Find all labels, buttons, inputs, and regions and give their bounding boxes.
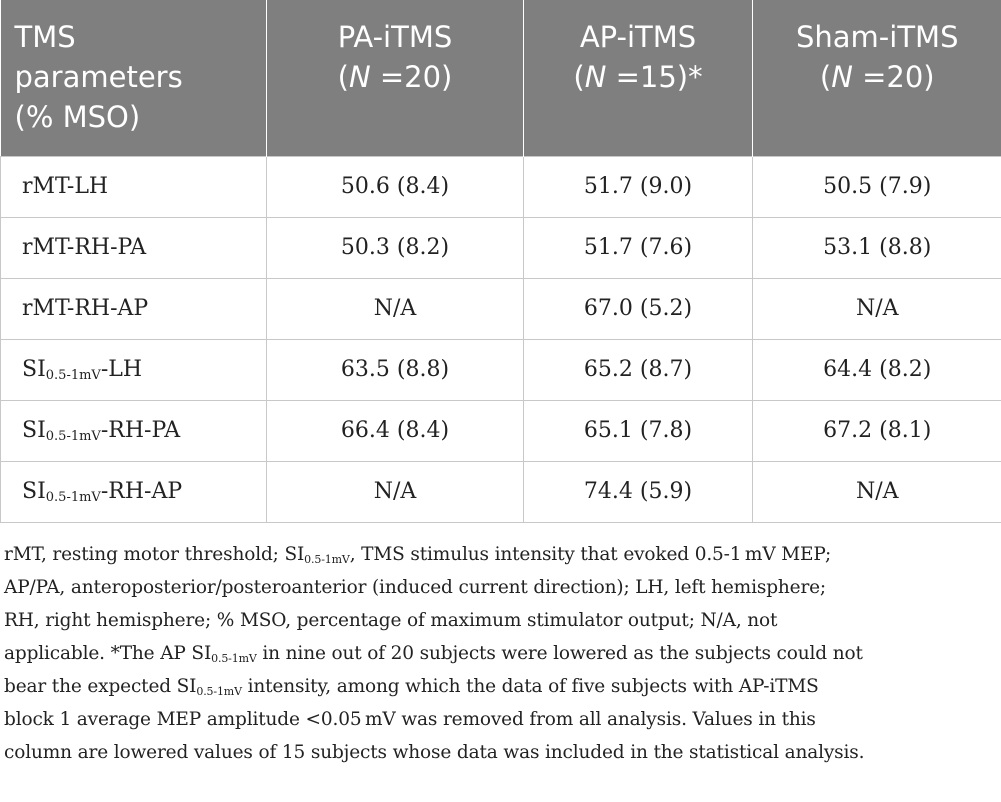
header-n-count: (N =15)* [573, 60, 703, 94]
n-symbol: N [831, 60, 853, 94]
cell-ap-itms: 65.1 (7.8) [524, 400, 753, 461]
n-symbol: N [348, 60, 371, 94]
footnote-text: bear the expected SI [4, 676, 197, 697]
row-label [1, 400, 267, 461]
table-row [1, 461, 1001, 522]
table-row [1, 156, 1001, 217]
footnote-line: RH, right hemisphere; % MSO, percentage of maximum stimulator output; N/A, not [4, 610, 778, 631]
row-label [1, 156, 267, 217]
cell-sham-itms: 50.5 (7.9) [753, 156, 1001, 217]
n-value: =20) [370, 60, 453, 94]
label-subscript: 0.5-1mV [45, 368, 101, 383]
table-row [1, 278, 1001, 339]
label-main: SI [22, 479, 46, 504]
footnote-text: intensity, among which the data of five subjects with AP-iTMS [241, 676, 819, 697]
footnote-text: applicable. *The AP SI [4, 643, 212, 664]
cell-pa-itms: 50.3 (8.2) [267, 217, 524, 278]
cell-pa-itms: N/A [267, 461, 524, 522]
header-ap-itms [524, 0, 753, 156]
label-suffix: -RH-AP [100, 479, 183, 504]
header-line: TMS [14, 20, 76, 54]
row-label [1, 339, 267, 400]
header-line: AP-iTMS [579, 20, 697, 54]
cell-pa-itms: N/A [267, 278, 524, 339]
header-line: PA-iTMS [337, 20, 453, 54]
footnote-text: in nine out of 20 subjects were lowered as the subjects could not [256, 643, 863, 664]
label-main: SI [22, 357, 46, 382]
cell-ap-itms: 74.4 (5.9) [524, 461, 753, 522]
cell-sham-itms: 67.2 (8.1) [753, 400, 1001, 461]
label-main: rMT-RH-AP [22, 296, 149, 321]
row-label [1, 278, 267, 339]
cell-ap-itms: 65.2 (8.7) [524, 339, 753, 400]
cell-ap-itms: 51.7 (7.6) [524, 217, 753, 278]
label-main: rMT-LH [22, 174, 109, 199]
table-header [1, 0, 1001, 156]
label-suffix: -LH [100, 357, 143, 382]
n-value: =20) [852, 60, 935, 94]
footnote-line: AP/PA, anteroposterior/posteroanterior (induced current direction); LH, left hemisphere; [4, 577, 827, 598]
cell-sham-itms: 53.1 (8.8) [753, 217, 1001, 278]
table-body [1, 156, 1001, 522]
header-pa-itms [267, 0, 524, 156]
cell-sham-itms: N/A [753, 461, 1001, 522]
label-main: rMT-RH-PA [22, 235, 147, 260]
label-main: SI [22, 418, 46, 443]
footnote-text: , TMS stimulus intensity that evoked 0.5-1 mV MEP; [349, 544, 832, 565]
header-sham-itms [753, 0, 1001, 156]
footnote-text: rMT, resting motor threshold; SI [4, 544, 305, 565]
row-label [1, 461, 267, 522]
footnote-subscript: 0.5-1mV [196, 685, 242, 698]
n-value: =15)* [606, 60, 703, 94]
label-subscript: 0.5-1mV [45, 429, 101, 444]
cell-ap-itms: 51.7 (9.0) [524, 156, 753, 217]
header-n-count: (N =20) [819, 60, 935, 94]
footnote-line: column are lowered values of 15 subjects whose data was included in the statistical analysis. [4, 742, 865, 763]
table-row [1, 400, 1001, 461]
cell-pa-itms: 66.4 (8.4) [267, 400, 524, 461]
header-line: parameters [14, 60, 183, 94]
cell-pa-itms: 50.6 (8.4) [267, 156, 524, 217]
header-line: Sham-iTMS [796, 20, 959, 54]
footnote-subscript: 0.5-1mV [211, 652, 257, 665]
cell-sham-itms: 64.4 (8.2) [753, 339, 1001, 400]
table-row [1, 217, 1001, 278]
table-row [1, 339, 1001, 400]
header-tms-parameters [1, 0, 267, 156]
label-subscript: 0.5-1mV [45, 490, 101, 505]
header-line: (% MSO) [14, 100, 141, 134]
footnote-line [4, 637, 1001, 670]
cell-sham-itms: N/A [753, 278, 1001, 339]
footnote-subscript: 0.5-1mV [304, 553, 350, 566]
cell-pa-itms: 63.5 (8.8) [267, 339, 524, 400]
label-suffix: -RH-PA [100, 418, 181, 443]
footnote-line [4, 538, 1001, 571]
header-n-count: (N =20) [337, 60, 453, 94]
footnote-line: block 1 average MEP amplitude <0.05 mV was removed from all analysis. Values in this [4, 709, 816, 730]
n-symbol: N [584, 60, 607, 94]
row-label [1, 217, 267, 278]
cell-ap-itms: 67.0 (5.2) [524, 278, 753, 339]
footnote-line [4, 670, 1001, 703]
table-footnote [4, 538, 1001, 769]
header-row [1, 0, 1001, 156]
